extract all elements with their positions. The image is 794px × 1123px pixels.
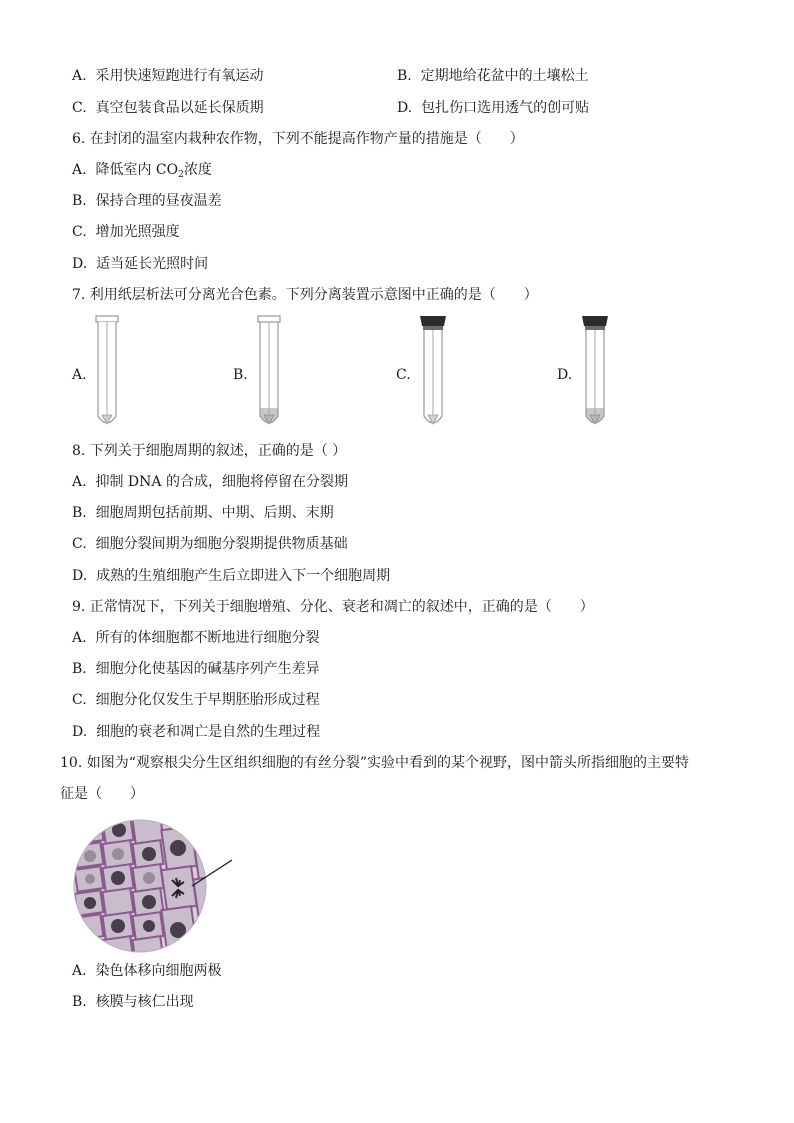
subscript-2: 2: [178, 170, 184, 180]
micrograph-root-tip: [72, 818, 242, 954]
q9-option-c: [72, 691, 320, 709]
option-letter: B.: [72, 193, 87, 209]
option-text: 定期地给花盆中的土壤松土: [420, 68, 589, 84]
q7-option-c-label: C.: [396, 367, 411, 383]
option-letter: D.: [72, 724, 88, 740]
option-letter: C.: [72, 224, 87, 240]
option-text: 成熟的生殖细胞产生后立即进入下一个细胞周期: [96, 568, 391, 584]
option-text: 细胞分化仅发生于早期胚胎形成过程: [95, 692, 320, 708]
q7-option-a-label: A.: [72, 367, 87, 383]
q6-stem: 6. 在封闭的温室内栽种农作物，下列不能提高作物产量的措施是（ ）: [72, 131, 524, 147]
option-letter: C.: [72, 692, 87, 708]
option-letter: B.: [397, 68, 412, 84]
option-text: 细胞的衰老和凋亡是自然的生理过程: [96, 724, 321, 740]
option-text: 降低室内 $CO_2$浓度: [95, 162, 212, 180]
option-text: 真空包装食品以延长保质期: [95, 100, 264, 116]
option-letter: B.: [72, 994, 87, 1010]
option-text: 采用快速短跑进行有氧运动: [95, 68, 264, 84]
option-text: 细胞周期包括前期、中期、后期、末期: [95, 505, 334, 521]
q8-option-a: [72, 473, 348, 491]
q9-option-d: [72, 723, 320, 741]
option-letter: D.: [72, 568, 88, 584]
q10-stem-line2: 征是（ ）: [60, 786, 144, 802]
q9-option-a: [72, 629, 319, 647]
q10-stem-line1: 10. 如图为“观察根尖分生区组织细胞的有丝分裂”实验中看到的某个视野，图中箭头所指细胞的主要特: [60, 755, 690, 771]
q7-stem: 7. 利用纸层析法可分离光合色素。下列分离装置示意图中正确的是（ ）: [72, 287, 538, 303]
q9-option-b: [72, 660, 320, 678]
q8-stem: 8. 下列关于细胞周期的叙述，正确的是（ ）: [72, 443, 347, 459]
q6-option-b: [72, 192, 222, 210]
q8-option-c: [72, 535, 348, 553]
option-letter: A.: [72, 963, 87, 979]
q6-option-a: [72, 161, 212, 184]
q6-option-c: [72, 223, 180, 241]
q6-option-d: [72, 255, 208, 273]
q7-option-d-label: D.: [557, 367, 573, 383]
q5-option-b: [397, 67, 589, 85]
option-text: 适当延长光照时间: [96, 256, 209, 272]
option-letter: A.: [72, 474, 87, 490]
q10-option-a: [72, 962, 221, 980]
option-letter: A.: [72, 68, 87, 84]
option-text: 保持合理的昼夜温差: [95, 193, 222, 209]
option-letter: B.: [72, 505, 87, 521]
option-letter: B.: [72, 661, 87, 677]
option-letter: D.: [72, 256, 88, 272]
test-tube-a: [92, 312, 122, 434]
option-text: 所有的体细胞都不断地进行细胞分裂: [95, 630, 320, 646]
option-letter: A.: [72, 630, 87, 646]
option-text: 细胞分裂间期为细胞分裂期提供物质基础: [95, 536, 348, 552]
q10-option-b: [72, 993, 194, 1011]
option-text: 核膜与核仁出现: [95, 994, 194, 1010]
q8-option-d: [72, 567, 390, 585]
q9-stem: 9. 正常情况下，下列关于细胞增殖、分化、衰老和凋亡的叙述中，正确的是（ ）: [72, 599, 594, 615]
option-text: 染色体移向细胞两极: [95, 963, 222, 979]
option-letter: A.: [72, 162, 87, 178]
q5-option-d: [397, 99, 589, 117]
q5-option-a: [72, 67, 263, 85]
option-text: 增加光照强度: [95, 224, 180, 240]
test-tube-b: [254, 312, 284, 434]
q8-option-b: [72, 504, 334, 522]
option-text: 细胞分化使基因的碱基序列产生差异: [95, 661, 320, 677]
q5-option-c: [72, 99, 264, 117]
option-letter: C.: [72, 100, 87, 116]
option-letter: C.: [72, 536, 87, 552]
option-text: 包扎伤口选用透气的创可贴: [421, 100, 590, 116]
option-text: 抑制 DNA 的合成，细胞将停留在分裂期: [95, 474, 348, 490]
option-letter: D.: [397, 100, 413, 116]
q7-option-b-label: B.: [233, 367, 248, 383]
test-tube-d: [580, 312, 610, 434]
test-tube-c: [418, 312, 448, 434]
